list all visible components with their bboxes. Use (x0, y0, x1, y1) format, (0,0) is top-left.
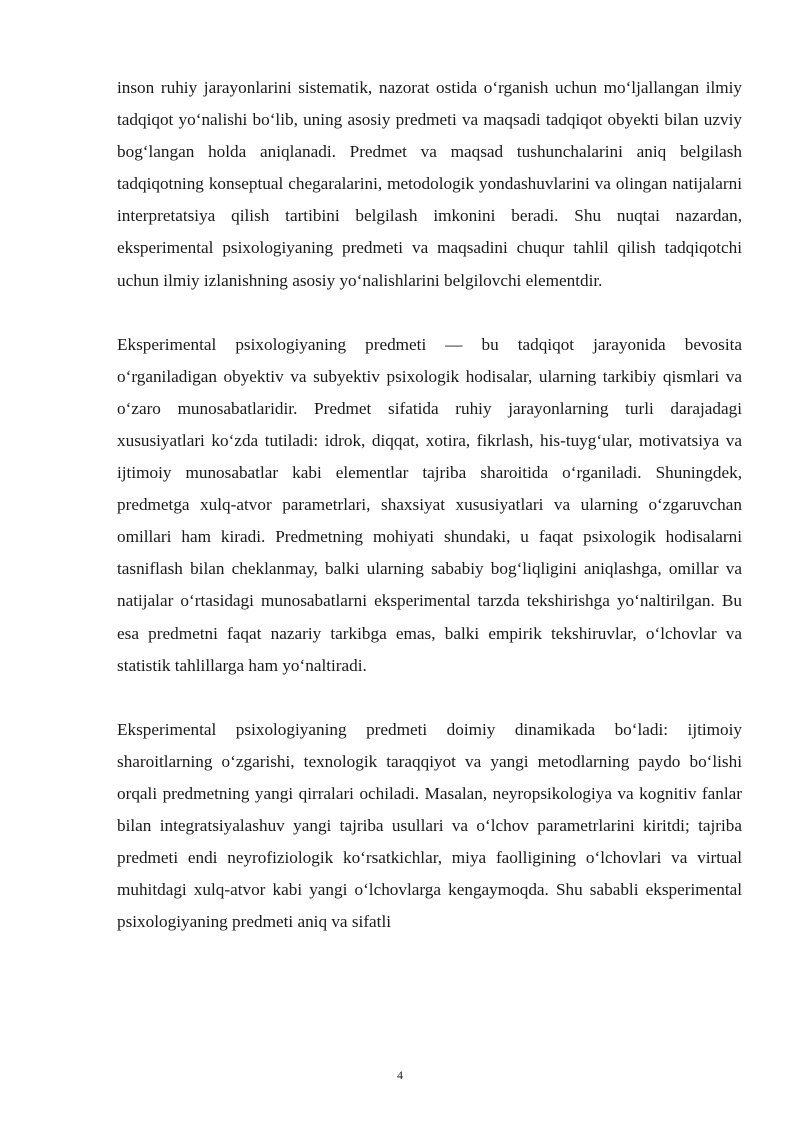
page-number: 4 (397, 1068, 403, 1082)
paragraph-3: Eksperimental psixologiyaning predmeti doimiy dinamikada bo‘ladi: ijtimoiy sharoitlarning o‘zgarishi, texnologik taraqqiyot va yangi metodlarning paydo bo‘lishi orqali predmetning yangi qirralari ochiladi. Masalan, neyropsikologiya va kognitiv fanlar bilan integratsiyalashuv yangi tajriba usullari va o‘lchov parametrlarini kiritdi; tajriba predmeti endi neyrofiziologik ko‘rsatkichlar, miya faolligining o‘lchovlari va virtual muhitdagi xulq-atvor kabi yangi o‘lchovlarga kengaymoqda. Shu sababli eksperimental psixologiyaning predmeti aniq va sifatli (117, 719, 742, 932)
paragraph-1: inson ruhiy jarayonlarini sistematik, nazorat ostida o‘rganish uchun mo‘ljallangan ilmiy tadqiqot yo‘nalishi bo‘lib, uning asosiy predmeti va maqsadi tadqiqot obyekti bilan uzviy bog‘langan holda aniqlanadi. Predmet va maqsad tushunchalarini aniq belgilash tadqiqotning konseptual chegaralarini, metodologik yondashuvlarini va olingan natijalarni interpretatsiya qilish tartibini belgilash imkonini beradi. Shu nuqtai nazardan, eksperimental psixologiyaning predmeti va maqsadini chuqur tahlil qilish tadqiqotchi uchun ilmiy izlanishning asosiy yo‘nalishlarini belgilovchi elementdir. (117, 78, 742, 290)
paragraph-2: Eksperimental psixologiyaning predmeti — bu tadqiqot jarayonida bevosita o‘rganiladigan obyektiv va subyektiv psixologik hodisalar, ularning tarkibiy qismlari va o‘zaro munosabatlaridir. Predmet sifatida ruhiy jarayonlarning turli darajadagi xususiyatlari ko‘zda tutiladi: idrok, diqqat, xotira, fikrlash, his-tuyg‘ular, motivatsiya va ijtimoiy munosabatlar kabi elementlar tajriba sharoitida o‘rganiladi. Shuningdek, predmetga xulq-atvor parametrlari, shaxsiyat xususiyatlari va ularning o‘zgaruvchan omillari ham kiradi. Predmetning mohiyati shundaki, u faqat psixologik hodisalarni tasniflash bilan cheklanmay, balki ularning sababiy bog‘liqligini aniqlashga, omillar va natijalar o‘rtasidagi munosabatlarni eksperimental tarzda tekshirishga yo‘naltirilgan. Bu esa predmetni faqat nazariy tarkibga emas, balki empirik tekshiruvlar, o‘lchovlar va statistik tahlillarga ham yo‘naltiradi. (117, 334, 742, 675)
page-body (117, 72, 742, 970)
